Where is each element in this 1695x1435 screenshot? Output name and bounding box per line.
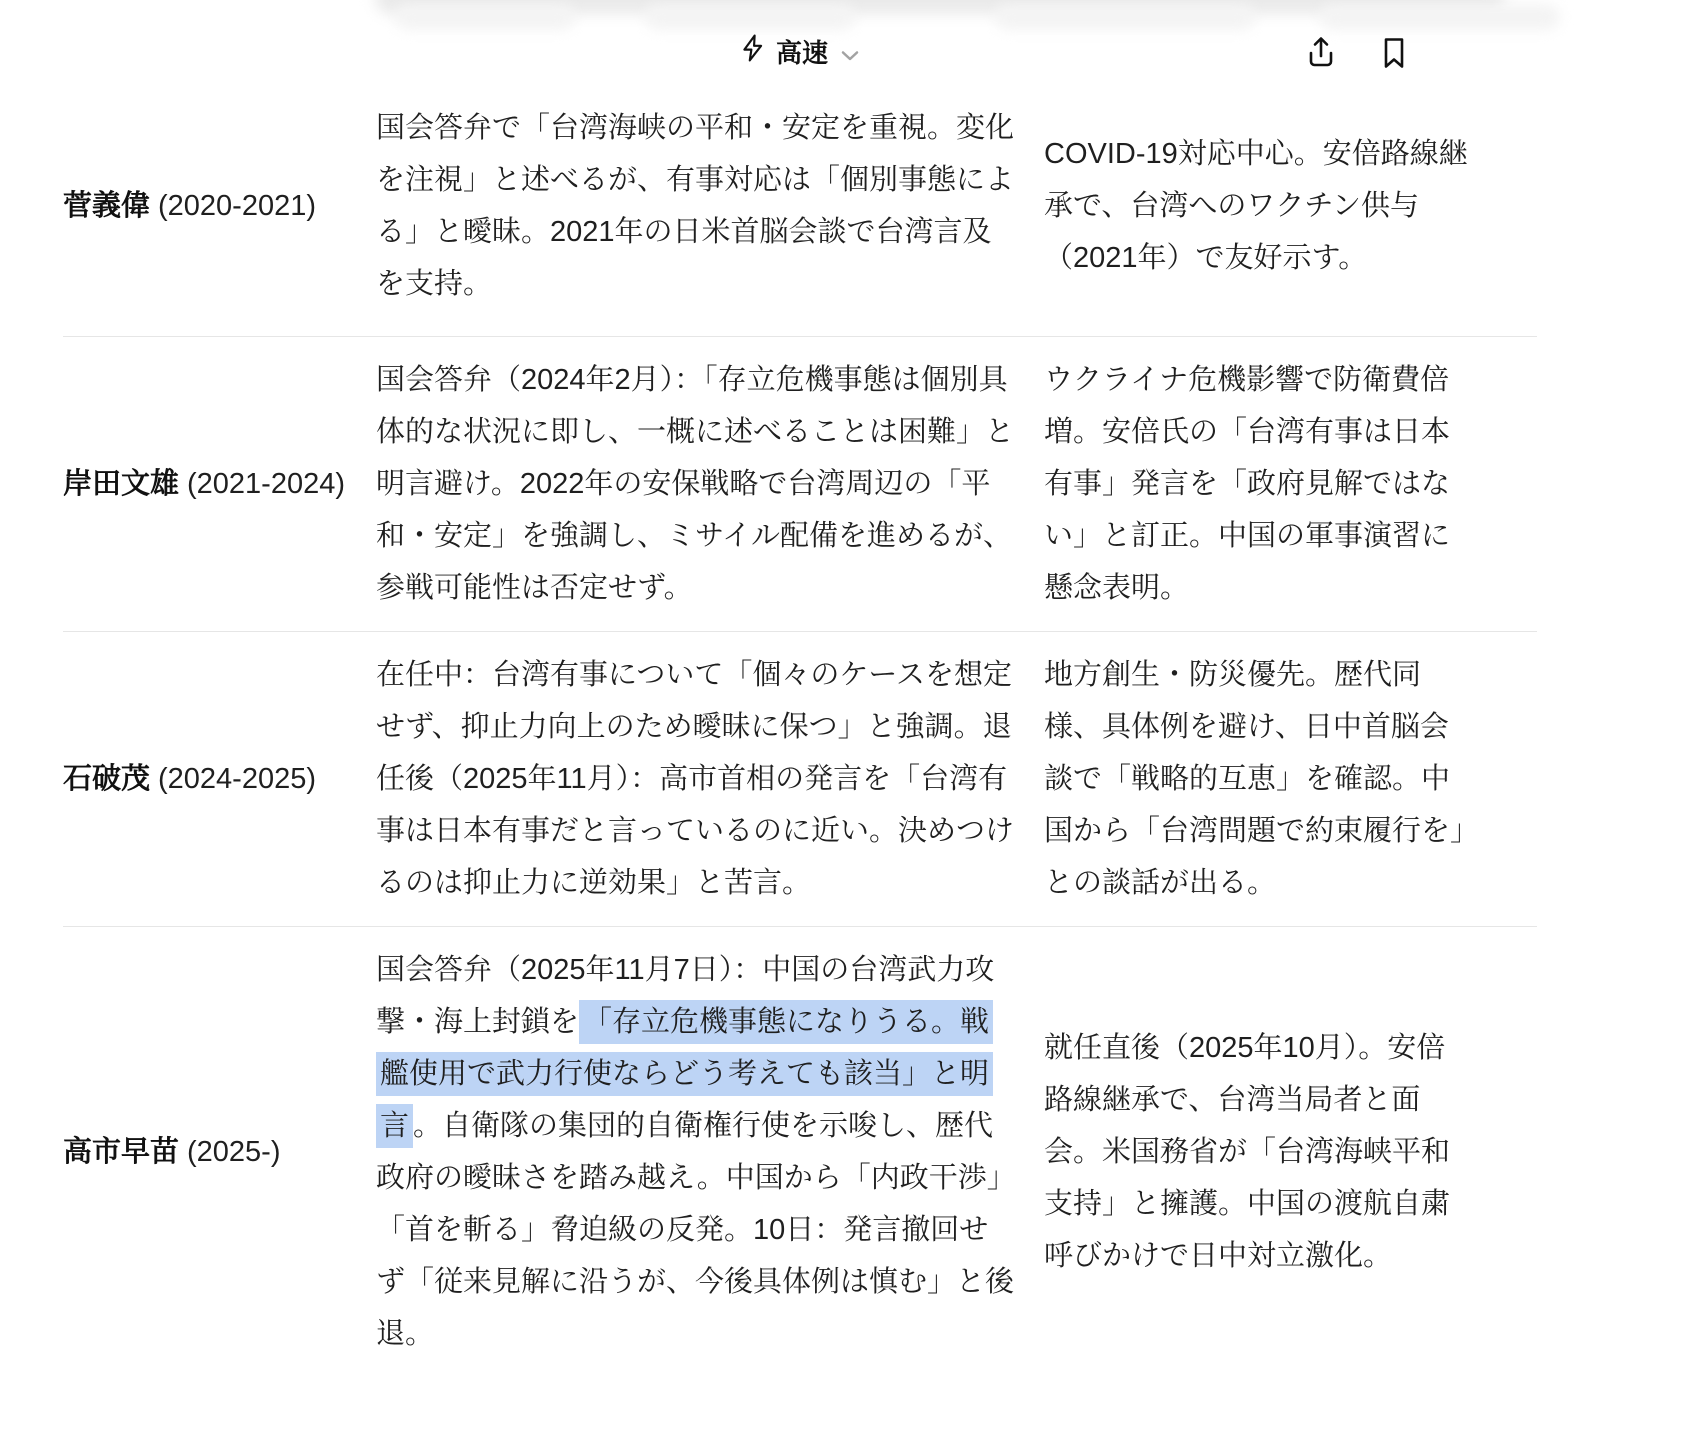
pm-name: 岸田文雄 <box>63 468 180 500</box>
pm-name-cell <box>63 1126 348 1178</box>
table-row <box>63 926 1537 1377</box>
table-row <box>63 336 1537 631</box>
context-text: ウクライナ危機影響で防衛費倍増。安倍氏の「台湾有事は日本有事」発言を「政府見解ではない」と訂正。中国の軍事演習に懸念表明。 <box>1044 364 1451 604</box>
share-button[interactable] <box>1305 36 1337 70</box>
pm-term: (2020-2021) <box>158 190 317 222</box>
statement-cell <box>376 944 1016 1360</box>
pm-taiwan-stance-table <box>63 66 1537 1377</box>
context-cell <box>1044 1022 1469 1282</box>
context-text: COVID-19対応中心。安倍路線継承で、台湾へのワクチン供与（2021年）で友好示す。 <box>1044 138 1468 274</box>
statement-text: 国会答弁（2025年11月7日）：中国の台湾武力攻撃・海上封鎖を <box>376 954 995 1038</box>
share-upload-icon <box>1305 58 1337 73</box>
statement-text: 。自衛隊の集団的自衛権行使を示唆し、歴代政府の曖昧さを踏み越え。中国から「内政干渉」「首を斬る」脅迫級の反発。10日：発言撤回せず「従来見解に沿うが、今後具体例は慎む」と後退。 <box>376 1110 1016 1350</box>
statement-cell <box>376 102 1016 310</box>
pm-name: 菅義偉 <box>63 190 151 222</box>
statement-cell <box>376 354 1016 614</box>
pm-name-cell <box>63 180 348 232</box>
table-row <box>63 66 1537 336</box>
model-mode-selector[interactable] <box>740 36 860 66</box>
chevron-down-icon <box>840 38 860 69</box>
context-cell <box>1044 649 1469 909</box>
pm-name: 高市早苗 <box>63 1136 180 1168</box>
pm-term: (2024-2025) <box>158 763 317 795</box>
pm-name-cell <box>63 458 348 510</box>
mode-label: 高速 <box>775 37 828 68</box>
table-row <box>63 631 1537 926</box>
pm-term: (2021-2024) <box>187 468 346 500</box>
context-cell <box>1044 128 1469 284</box>
pm-name: 石破茂 <box>63 763 151 795</box>
bookmark-button[interactable] <box>1379 36 1409 70</box>
highlighted-text: 「存立危機事態になりうる。戦艦使用で武力行使ならどう考えても該当」と明言 <box>376 1000 993 1148</box>
bookmark-icon <box>1379 58 1409 73</box>
header-actions <box>1305 36 1409 70</box>
pm-term: (2025-) <box>187 1136 281 1168</box>
context-cell <box>1044 354 1469 614</box>
context-text: 地方創生・防災優先。歴代同様、具体例を避け、日中首脳会談で「戦略的互恵」を確認。中国から「台湾問題で約束履行を」との談話が出る。 <box>1044 659 1465 899</box>
lightning-bolt-icon <box>740 34 766 69</box>
header <box>63 0 1537 66</box>
statement-text: 国会答弁（2024年2月）：「存立危機事態は個別具体的な状況に即し、一概に述べることは困難」と明言避け。2022年の安保戦略で台湾周辺の「平和・安定」を強調し、ミサイル配備を進めるが、参戦可能性は否定せず。 <box>376 364 1015 604</box>
pm-name-cell <box>63 753 348 805</box>
statement-text: 国会答弁で「台湾海峡の平和・安定を重視。変化を注視」と述べるが、有事対応は「個別事態による」と曖昧。2021年の日米首脳会談で台湾言及を支持。 <box>376 112 1015 300</box>
context-text: 就任直後（2025年10月）。安倍路線継承で、台湾当局者と面会。米国務省が「台湾海峡平和支持」と擁護。中国の渡航自粛呼びかけで日中対立激化。 <box>1044 1032 1451 1272</box>
statement-text: 在任中：台湾有事について「個々のケースを想定せず、抑止力向上のため曖昧に保つ」と強調。退任後（2025年11月）：高市首相の発言を「台湾有事は日本有事だと言っているのに近い。決めつけるのは抑止力に逆効果」と苦言。 <box>376 659 1015 899</box>
statement-cell <box>376 649 1016 909</box>
